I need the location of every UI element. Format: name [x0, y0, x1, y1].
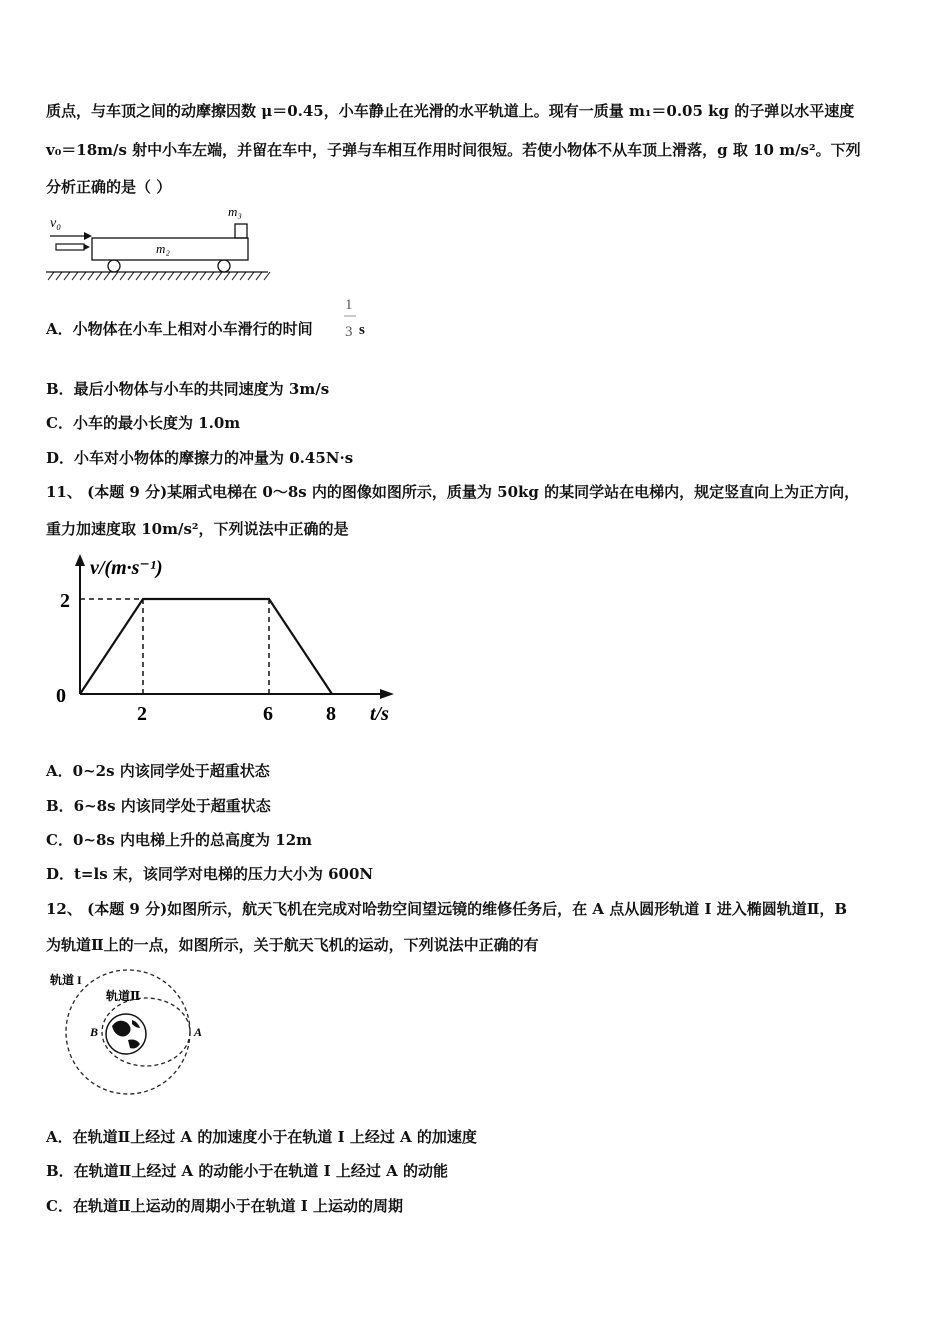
q10-option-a-row	[46, 319, 313, 339]
q11-vt-chart	[50, 550, 410, 750]
chart-x-tick-label: 8	[326, 703, 336, 725]
q10-stem-line1: 质点，与车顶之间的动摩擦因数 μ＝0.45，小车静止在光滑的水平轨道上。现有一质量 m₁＝0.05 kg 的子弹以水平速度	[46, 102, 855, 120]
q10-bullet-tip	[84, 244, 90, 250]
q12-stem-line2: 为轨道Ⅱ上的一点，如图所示，关于航天飞机的运动，下列说法中正确的有	[46, 936, 539, 954]
q11-stem-line1: 11、 (本题 9 分)某厢式电梯在 0～8s 内的图像如图所示，质量为 50kg 的某同学站在电梯内，规定竖直向上为正方向，	[46, 483, 860, 501]
q12-option-a: A．在轨道Ⅱ上经过 A 的加速度小于在轨道 I 上经过 A 的加速度	[46, 1128, 477, 1146]
q11-stem-line2: 重力加速度取 10m/s²，下列说法中正确的是	[46, 520, 349, 538]
q10-ground-hatch	[48, 272, 270, 280]
q10-option-d: D．小车对小物体的摩擦力的冲量为 0.45N·s	[46, 449, 354, 467]
q10-wheel-left	[108, 260, 120, 272]
q11-option-b: B．6~8s 内该同学处于超重状态	[46, 797, 271, 815]
q12-option-b: B．在轨道Ⅱ上经过 A 的动能小于在轨道 I 上经过 A 的动能	[46, 1162, 448, 1180]
chart-y-label: v/(m·s⁻¹)	[90, 557, 163, 579]
q10-car-label: m₂	[156, 241, 170, 256]
q10-option-b: B．最后小物体与小车的共同速度为 3m/s	[46, 380, 330, 398]
q11-option-d: D．t=ls 末，该同学对电梯的压力大小为 600N	[46, 865, 374, 883]
q10-option-c: C．小车的最小长度为 1.0m	[46, 414, 241, 432]
chart-y-arrow	[75, 554, 85, 566]
q10-stem-line2: v₀＝18m/s 射中小车左端，并留在车中，子弹与车相互作用时间很短。若使小物体不从车顶上滑落，g 取 10 m/s²。下列	[46, 141, 861, 159]
q12-orbit1-label: 轨道 I	[50, 973, 82, 987]
q12-orbit2-label: 轨道Ⅱ	[106, 989, 141, 1003]
q10-block-label: m₃	[228, 204, 242, 219]
q12-orbit-figure	[46, 968, 216, 1100]
q10-block	[235, 224, 247, 238]
fraction-unit: s	[359, 322, 365, 338]
chart-x-tick-label: 2	[137, 703, 147, 725]
q12-point-a: A	[194, 1025, 203, 1039]
q10-option-a-fraction	[340, 294, 380, 344]
fraction-denominator: 3	[345, 324, 353, 340]
chart-y-tick-label: 2	[60, 590, 70, 612]
fraction-numerator: 1	[345, 297, 353, 313]
q10-option-a: A．小物体在小车上相对小车滑行的时间	[46, 320, 313, 338]
q12-option-c: C．在轨道Ⅱ上运动的周期小于在轨道 I 上运动的周期	[46, 1197, 404, 1215]
chart-x-tick-label: 6	[263, 703, 273, 725]
q10-car-body	[92, 238, 248, 260]
q12-point-b: B	[90, 1025, 99, 1039]
q10-figure-car	[44, 200, 274, 284]
q12-stem-line1: 12、 (本题 9 分)如图所示，航天飞机在完成对哈勃空间望远镜的维修任务后，在 A 点从圆形轨道 I 进入椭圆轨道Ⅱ，B	[46, 900, 848, 918]
chart-series-line	[80, 599, 332, 694]
q11-option-a: A．0~2s 内该同学处于超重状态	[46, 762, 270, 780]
q10-bullet	[56, 244, 84, 250]
chart-origin-label: 0	[56, 685, 66, 707]
q10-v0-label: v₀	[50, 216, 62, 231]
chart-x-label: t/s	[370, 703, 389, 725]
q10-arrow-head	[84, 232, 92, 240]
q11-option-c: C．0~8s 内电梯上升的总高度为 12m	[46, 831, 313, 849]
chart-x-arrow	[380, 689, 394, 699]
q10-wheel-right	[218, 260, 230, 272]
q10-stem-line3: 分析正确的是（ ）	[46, 178, 172, 196]
